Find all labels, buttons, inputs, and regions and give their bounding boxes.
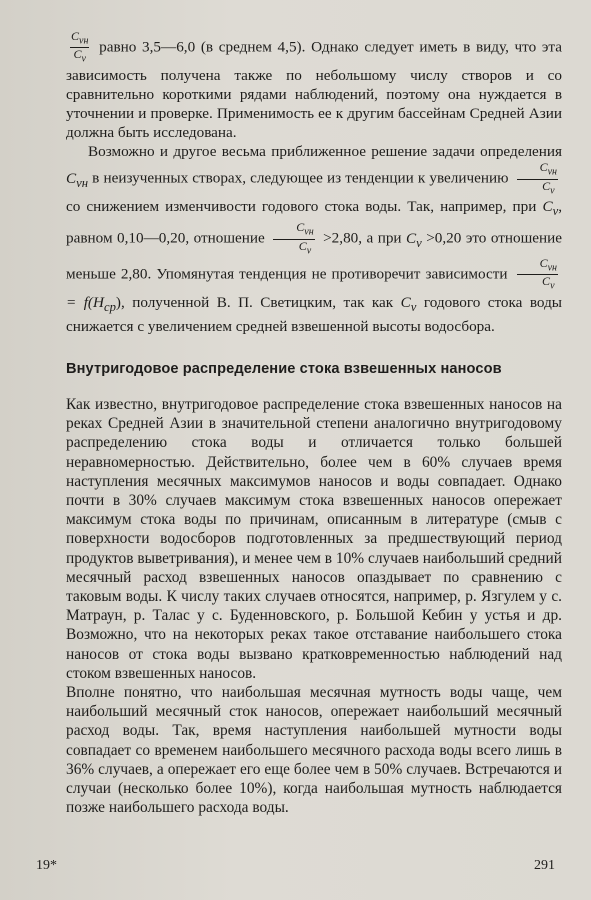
paragraph-4: Вполне понятно, что наибольшая месячная мутность воды чаще, чем наибольший месячный сток наносов, опережает наибольший месячный расход воды. Так, время наступления наибольшей мутности воды совпадает со временем наибольшего месячного расхода воды всего лишь в 36% случаев, а опережает его еще более чем в 50% случаев. Встречаются и случаи (несколько более 10%), когда наибольшая мутность наблюдается позже наибольшего расхода воды.	[66, 684, 562, 817]
text-column	[66, 30, 562, 818]
paragraph-2: Возможно и другое весьма приближенное решение задачи определения $C_{vн}$ в неизученных створах, следующее из тенденции к увеличению $\frac{C_{vн}}{C_v}$ со снижением изменчивости годового стока воды. Так, например, при $C_v$, равном 0,10—0,20, отношение $\frac{C_{vн}}{C_v}$ >2,80, а при $C_v >0,20$ это отношение меньше 2,80. Упомянутая тенденция не противоречит зависимости $\frac{C_{vн}}{C_v}$ = $f(H_{ср})$, полученной В. П. Светицким, так как $C_v$ годового стока воды снижается с увеличением средней взвешенной высоты водосбора.	[66, 143, 563, 335]
signature-mark: 19*	[36, 858, 57, 873]
ratio-fraction: $\frac{C_{vн}}{C_v}$	[517, 257, 558, 293]
ratio-fraction: $\frac{C_{vн}}{C_v}$	[71, 29, 89, 65]
symbol-c-vn: $C_{vн}$	[66, 169, 89, 190]
ratio-fraction: $\frac{C_{vн}}{C_v}$	[517, 161, 558, 197]
ratio-fraction: $\frac{C_{vн}}{C_v}$	[273, 221, 314, 257]
paragraph-1	[66, 30, 562, 142]
paragraph-3: Как известно, внутригодовое распределение стока взвешенных наносов на реках Средней Азии в значительной степени аналогично внутригодовому распределению стока воды и отличается только большей неравномерностью. Действительно, более чем в 60% случаев время наступления месячных максимумов наносов и воды совпадает. Однако почти в 30% случаев максимум стока взвешенных наносов опережает максимум стока воды по причинам, описанным в литературе (смыв с поверхности водосборов подготовленных за предшествующий период продуктов выветривания), и менее чем в 10% случаев наибольший средний месячный расход взвешенных наносов опаздывает по сравнению с таковым воды. К числу таких случаев относятся, например, р. Язгулем у с. Матраун, р. Талас у с. Буденновского, р. Большой Кебин у устья и др. Возможно, что на некоторых реках такое отставание наибольшего стока наносов от стока воды вызвано кратковременностью наблюдений над стоком взвешенных наносов.	[66, 396, 562, 682]
section-heading: Внутригодовое распределение стока взвешенных наносов	[66, 360, 502, 377]
page-number: 291	[534, 858, 555, 873]
paragraph-1-text: равно 3,5—6,0 (в среднем 4,5). Однако следует иметь в виду, что эта зависимость получена также по небольшому числу створов и со сравнительно короткими рядами наблюдений, поэтому она нуждается в уточнении и проверке. Применимость ее к другим бассейнам Средней Азии должна быть исследована.	[66, 38, 562, 142]
